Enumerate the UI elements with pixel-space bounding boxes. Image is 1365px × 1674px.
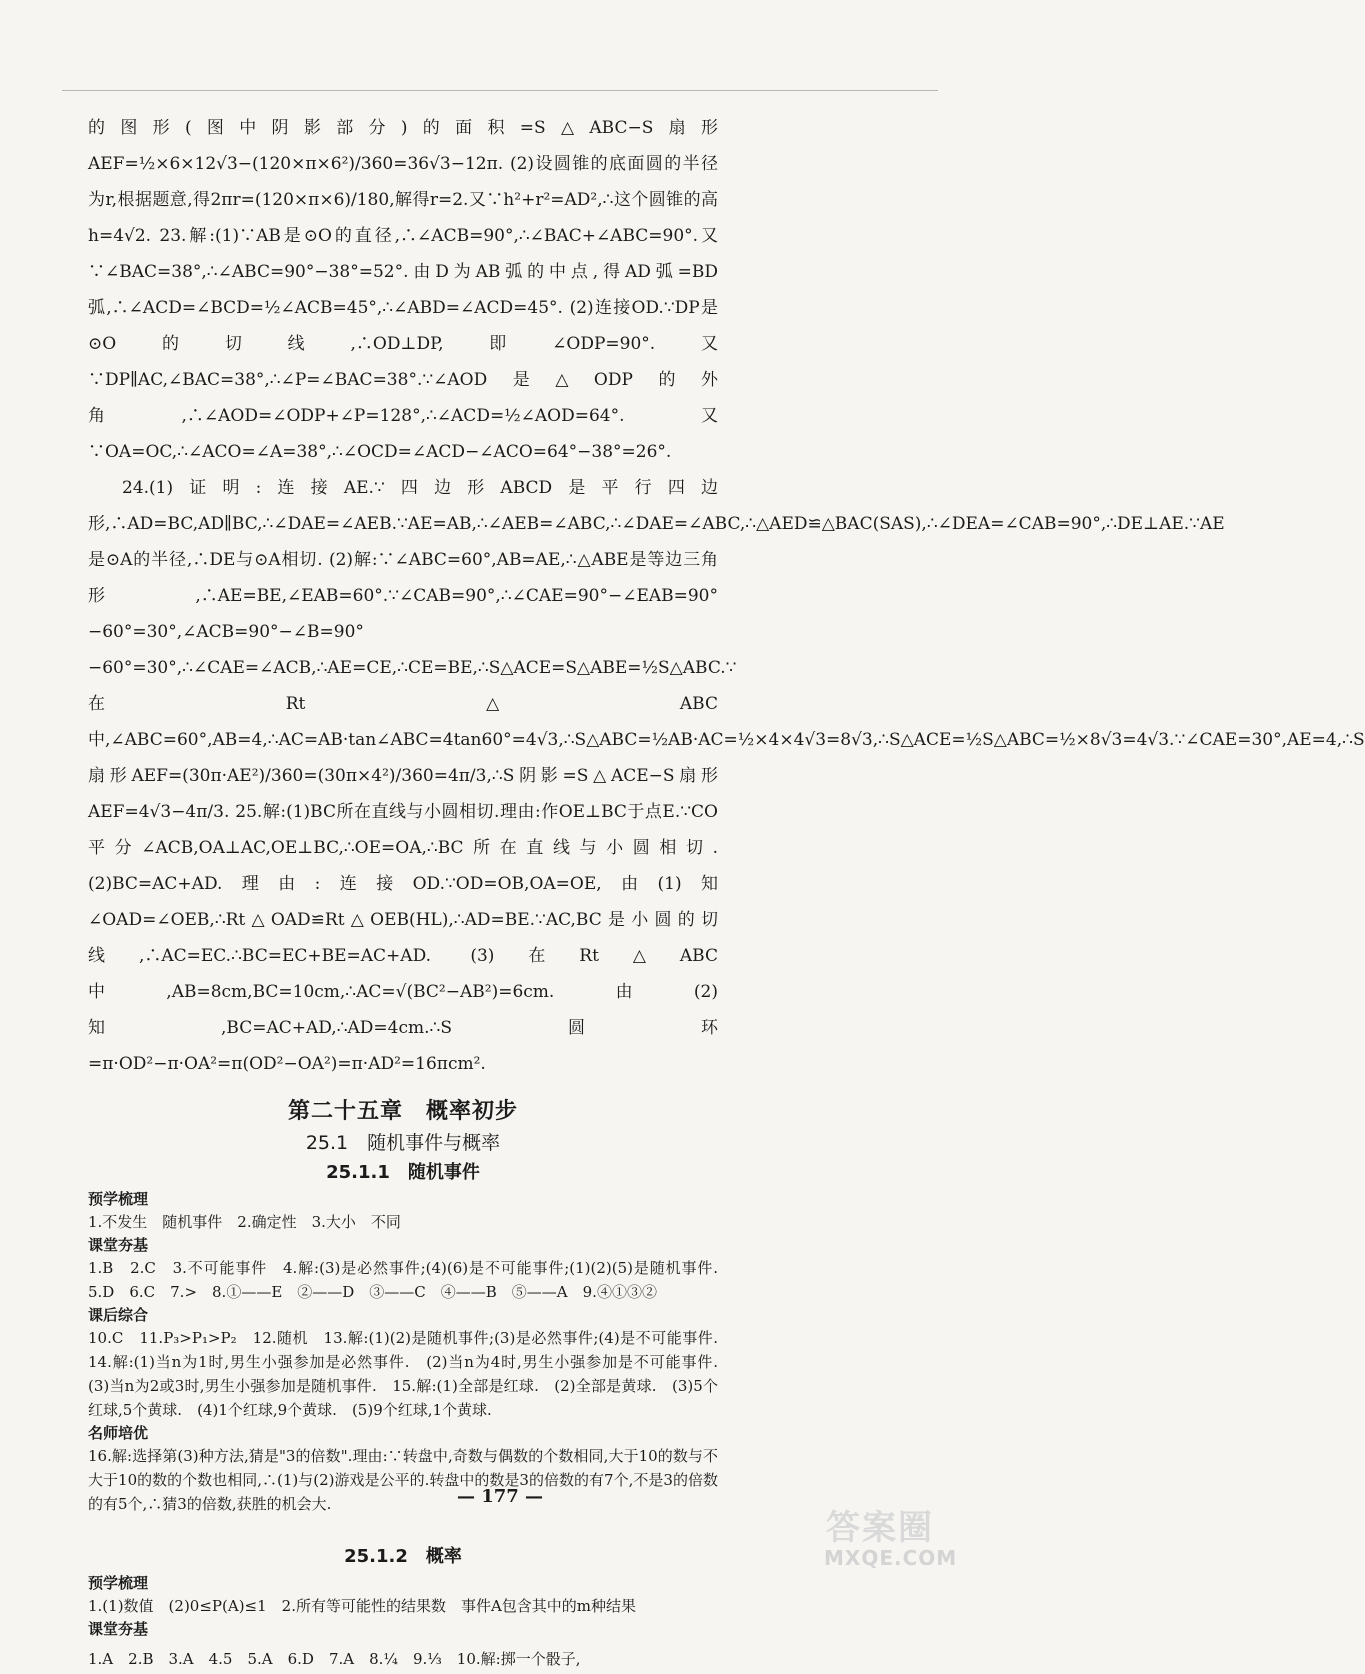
heading-preview-2: 预学梳理 — [88, 1574, 149, 1592]
heading-after-class: 课后综合 — [88, 1306, 149, 1324]
answers-preview-2: 1.(1)数值 (2)0≤P(A)≤1 2.所有等可能性的结果数 事件A包含其中的m种结果 — [88, 1597, 637, 1615]
answers-preview: 1.不发生 随机事件 2.确定性 3.大小 不同 — [88, 1213, 401, 1231]
subsection-title-probability: 25.1.2 概率 — [344, 1546, 462, 1567]
page-number: — 177 — — [456, 1486, 544, 1507]
heading-excellence: 名师培优 — [88, 1424, 149, 1442]
section-title: 25.1 随机事件与概率 — [305, 1132, 501, 1154]
header-rule — [62, 90, 938, 91]
solution-paragraph-22-23: 的图形(图中阴影部分)的面积=S△ABC−S扇形AEF=½×6×12√3−(120×π×6²)/360=36√3−12π. (2)设圆锥的底面圆的半径为r,根据题意,得2πr=(120×π×6)/180,解得r=2.又∵h²+r²=AD²,∴这个圆锥的高h=4√2. 23.解:(1)∵AB是⊙O的直径,∴∠ACB=90°,∴∠BAC+∠ABC=90°.又∵∠BAC=38°,∴∠ABC=90°−38°=52°.由D为AB弧的中点,得AD弧=BD弧,∴∠ACD=∠BCD=½∠ACB=45°,∴∠ABD=∠ACD=45°. (2)连接OD.∵DP是⊙O的切线,∴OD⊥DP,即∠ODP=90°.又∵DP∥AC,∠BAC=38°,∴∠P=∠BAC=38°.∵∠AOD是△ODP的外角,∴∠AOD=∠ODP+∠P=128°,∴∠ACD=½∠AOD=64°.又∵OA=OC,∴∠ACO=∠A=38°,∴∠OCD=∠ACD−∠ACO=64°−38°=26°. — [88, 118, 718, 462]
heading-preview: 预学梳理 — [88, 1190, 149, 1208]
watermark-title: 答案圈 — [826, 1508, 934, 1548]
answers-excellence: 16.解:选择第(3)种方法,猜是"3的倍数".理由:∵转盘中,奇数与偶数的个数相同,大于10的数与不大于10的数的个数也相同,∴(1)与(2)游戏是公平的.转盘中的数是3的倍数的有7个,不是3的倍数的有5个,∴猜3的倍数,获胜的机会大. — [88, 1447, 718, 1513]
heading-classroom: 课堂夯基 — [88, 1236, 149, 1254]
chapter-title: 第二十五章 概率初步 — [287, 1099, 518, 1124]
watermark-site: MXQE.COM — [824, 1546, 958, 1570]
answers-classroom: 1.B 2.C 3.不可能事件 4.解:(3)是必然事件;(4)(6)是不可能事件;(1)(2)(5)是随机事件. 5.D 6.C 7.> 8.①——E ②——D ③——C ④——B ⑤——A 9.④①③② — [88, 1259, 734, 1301]
solution-paragraph-24-25: 24.(1)证明:连接AE.∵四边形ABCD是平行四边形,∴AD=BC,AD∥BC,∴∠DAE=∠AEB.∵AE=AB,∴∠AEB=∠ABC,∴∠DAE=∠ABC,∴△AED≌△BAC(SAS),∴∠DEA=∠CAB=90°,∴DE⊥AE.∵AE是⊙A的半径,∴DE与⊙A相切. (2)解:∵∠ABC=60°,AB=AE,∴△ABE是等边三角形,∴AE=BE,∠EAB=60°.∵∠CAB=90°,∴∠CAE=90°−∠EAB=90°−60°=30°,∠ACB=90°−∠B=90°−60°=30°,∴∠CAE=∠ACB,∴AE=CE,∴CE=BE,∴S△ACE=S△ABE=½S△ABC.∵在Rt△ABC中,∠ABC=60°,AB=4,∴AC=AB·tan∠ABC=4tan60°=4√3,∴S△ABC=½AB·AC=½×4×4√3=8√3,∴S△ACE=½S△ABC=½×8√3=4√3.∵∠CAE=30°,AE=4,∴S扇形AEF=(30π·AE²)/360=(30π×4²)/360=4π/3,∴S阴影=S△ACE−S扇形AEF=4√3−4π/3. 25.解:(1)BC所在直线与小圆相切.理由:作OE⊥BC于点E.∵CO平分∠ACB,OA⊥AC,OE⊥BC,∴OE=OA,∴BC所在直线与小圆相切. (2)BC=AC+AD.理由:连接OD.∵OD=OB,OA=OE,由(1)知∠OAD=∠OEB,∴Rt△OAD≌Rt△OEB(HL),∴AD=BE.∵AC,BC是小圆的切线,∴AC=EC.∴BC=EC+BE=AC+AD. (3)在Rt△ABC中,AB=8cm,BC=10cm,∴AC=√(BC²−AB²)=6cm.由(2)知,BC=AC+AD,∴AD=4cm.∴S圆环=π·OD²−π·OA²=π(OD²−OA²)=π·AD²=16πcm². — [88, 478, 1365, 1074]
heading-classroom-2: 课堂夯基 — [88, 1620, 149, 1638]
answers-after-class: 10.C 11.P₃>P₁>P₂ 12.随机 13.解:(1)(2)是随机事件;(3)是必然事件;(4)是不可能事件. 14.解:(1)当n为1时,男生小强参加是必然事件. (2)当n为4时,男生小强参加是不可能事件. (3)当n为2或3时,男生小强参加是随机事件. 15.解:(1)全部是红球. (2)全部是黄球. (3)5个红球,5个黄球. (4)1个红球,9个黄球. (5)9个红球,1个黄球. — [88, 1329, 734, 1419]
subsection-title-random-events: 25.1.1 随机事件 — [326, 1162, 480, 1183]
answers-classroom-2: 1.A 2.B 3.A 4.5 5.A 6.D 7.A 8.¼ 9.⅓ 10.解:掷一个骰子, — [88, 1650, 581, 1668]
watermark-logo — [820, 1500, 980, 1580]
